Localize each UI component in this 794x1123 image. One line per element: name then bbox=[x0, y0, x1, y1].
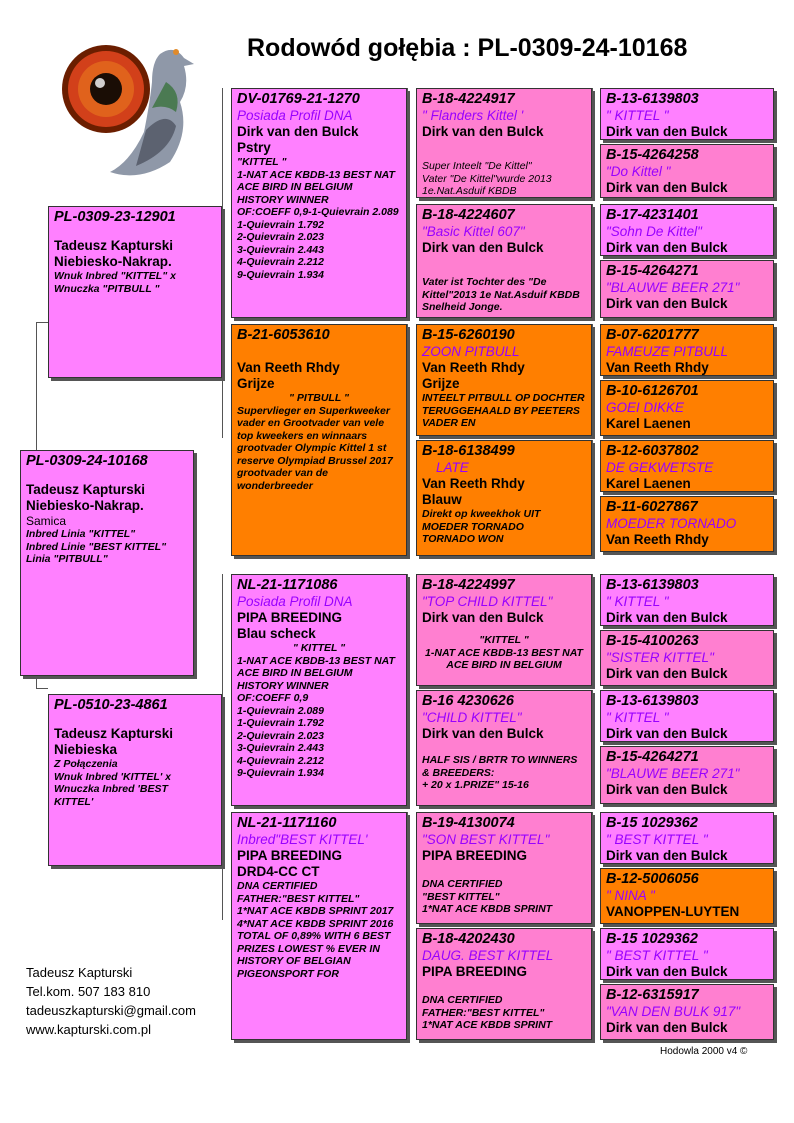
connector-line bbox=[407, 574, 408, 692]
ring-number: B-12-6315917 bbox=[606, 987, 699, 1003]
pigeon-name: "SISTER KITTEL" bbox=[606, 650, 714, 665]
ring-number: B-07-6201777 bbox=[606, 327, 699, 343]
pigeon-name: "BLAUWE BEER 271" bbox=[606, 280, 740, 295]
owner-name: Van Reeth Rhdy bbox=[422, 360, 525, 375]
owner-name: Karel Laenen bbox=[606, 476, 691, 491]
pigeon-name: " Flanders Kittel ' bbox=[422, 108, 524, 123]
owner-name: PIPA BREEDING bbox=[422, 848, 528, 863]
ring-number: B-11-6027867 bbox=[606, 499, 698, 515]
pigeon-name: Posiada Profil DNA bbox=[237, 108, 353, 123]
pigeon-notes: Supervlieger en Superkweeker vader en Grootvader van vele top kweekers en winnaars grootvader Olympic Kittel 1 st reserve Olympiad Brussel 2017 grootvader van de wonderbreeder bbox=[237, 404, 393, 492]
pigeon-name: ZOON PITBULL bbox=[422, 344, 520, 359]
great-grandparent-card[interactable] bbox=[416, 88, 592, 198]
owner-name: PIPA BREEDING bbox=[237, 848, 343, 863]
ring-number: B-18-4224917 bbox=[422, 91, 515, 107]
ring-number: B-15-4264271 bbox=[606, 749, 699, 765]
pigeon-notes: "KITTEL " 1-NAT ACE KBDB-13 BEST NAT ACE BIRD IN BELGIUM HISTORY WINNER OF:COEFF 0,9-1-Quievrain 2.089 1-Quievrain 1.792 2-Quievrain 2.023 3-Quievrain 2.443 4-Quievrain 2.212 9-Quievrain 1.934 bbox=[237, 156, 399, 281]
pigeon-name: " NINA " bbox=[606, 888, 655, 903]
gg-grandparent-card[interactable] bbox=[600, 574, 774, 626]
ring-number: B-16 4230626 bbox=[422, 693, 514, 709]
pigeon-name: " BEST KITTEL " bbox=[606, 832, 708, 847]
ring-number: B-18-4224607 bbox=[422, 207, 515, 223]
gg-grandparent-card[interactable] bbox=[600, 440, 774, 492]
owner-name: Karel Laenen bbox=[606, 416, 691, 431]
owner-name: Dirk van den Bulck bbox=[606, 180, 728, 195]
pigeon-name: "BLAUWE BEER 271" bbox=[606, 766, 740, 781]
gg-grandparent-card[interactable] bbox=[600, 630, 774, 686]
pigeon-notes: DNA CERTIFIED FATHER:"BEST KITTEL" 1*NAT ACE KBDB SPRINT bbox=[422, 994, 553, 1031]
great-grandparent-card[interactable] bbox=[416, 574, 592, 686]
pigeon-name: "Sohn De Kittel" bbox=[606, 224, 702, 239]
ring-number: NL-21-1171086 bbox=[237, 577, 338, 593]
connector-line bbox=[592, 88, 593, 144]
ring-number: PL-0510-23-4861 bbox=[54, 697, 168, 713]
pigeon-color: Blau scheck bbox=[237, 626, 316, 641]
connector-line bbox=[222, 88, 223, 438]
pigeon-name: " BEST KITTEL " bbox=[606, 948, 708, 963]
owner-name: Tadeusz Kapturski bbox=[54, 238, 174, 253]
contact-block bbox=[26, 963, 196, 1039]
pigeon-notes: Super Inteelt "De Kittel" Vater "De Kittel"wurde 2013 1e.Nat.Asduif KBDB bbox=[422, 160, 552, 197]
pigeon-notes: Vater ist Tochter des "De Kittel"2013 1e Nat.Asduif KBDB Snelheid Jonge. bbox=[422, 276, 580, 313]
gg-grandparent-card[interactable] bbox=[600, 928, 774, 980]
ring-number: B-18-4202430 bbox=[422, 931, 515, 947]
contact-name: Tadeusz Kapturski bbox=[26, 965, 133, 980]
pigeon-name: " KITTEL " bbox=[606, 594, 669, 609]
pigeon-nickname: " KITTEL " bbox=[292, 642, 346, 654]
owner-name: Dirk van den Bulck bbox=[606, 848, 728, 863]
great-grandparent-card[interactable] bbox=[416, 204, 592, 318]
gg-grandparent-card[interactable] bbox=[600, 496, 774, 552]
owner-name: Van Reeth Rhdy bbox=[237, 360, 340, 375]
pigeon-notes: Wnuk Inbred "KITTEL" x Wnuczka "PITBULL " bbox=[54, 270, 176, 295]
owner-name: Dirk van den Bulck bbox=[422, 610, 544, 625]
pigeon-color: Niebiesko-Nakrap. bbox=[26, 498, 144, 513]
pigeon-notes: DNA CERTIFIED FATHER:"BEST KITTEL" 1*NAT ACE KBDB SPRINT 2017 4*NAT ACE KBDB SPRINT 2016 TOTAL OF 0,89% WITH 6 BEST PRIZES LOWEST % EVER IN HISTORY OF BELGIAN PIGEONSPORT FOR bbox=[237, 880, 394, 980]
connector-line bbox=[222, 574, 223, 920]
gg-grandparent-card[interactable] bbox=[600, 324, 774, 376]
connector-line bbox=[592, 324, 593, 380]
owner-name: Dirk van den Bulck bbox=[237, 124, 359, 139]
ring-number: PL-0309-23-12901 bbox=[54, 209, 176, 225]
pigeon-name: " KITTEL " bbox=[606, 108, 669, 123]
great-grandparent-card[interactable] bbox=[416, 440, 592, 556]
ring-number: B-15-4100263 bbox=[606, 633, 699, 649]
ring-number: B-15 1029362 bbox=[606, 931, 698, 947]
pigeon-color: Grijze bbox=[422, 376, 460, 391]
pigeon-color: Grijze bbox=[237, 376, 275, 391]
owner-name: Dirk van den Bulck bbox=[606, 124, 728, 139]
page-title: Rodowód gołębia : PL-0309-24-10168 bbox=[247, 34, 688, 62]
pigeon-name: "SON BEST KITTEL" bbox=[422, 832, 550, 847]
connector-line bbox=[592, 812, 593, 868]
owner-name: Van Reeth Rhdy bbox=[606, 532, 709, 547]
great-grandparent-card[interactable] bbox=[416, 324, 592, 436]
ring-number: B-10-6126701 bbox=[606, 383, 699, 399]
gg-grandparent-card[interactable] bbox=[600, 380, 774, 436]
ring-number: B-12-5006056 bbox=[606, 871, 699, 887]
gg-grandparent-card[interactable] bbox=[600, 746, 774, 804]
main-pigeon-card[interactable] bbox=[20, 450, 194, 676]
ring-number: B-15-4264271 bbox=[606, 263, 699, 279]
connector-line bbox=[592, 574, 593, 630]
pigeon-notes: INTEELT PITBULL OP DOCHTER TERUGGEHAALD BY PEETERS VADER EN bbox=[422, 392, 585, 429]
pigeon-name: "TOP CHILD KITTEL" bbox=[422, 594, 553, 609]
ring-number: DV-01769-21-1270 bbox=[237, 91, 360, 107]
connector-line bbox=[407, 812, 408, 930]
gg-grandparent-card[interactable] bbox=[600, 690, 774, 742]
ring-number: PL-0309-24-10168 bbox=[26, 453, 148, 469]
pigeon-color: DRD4-CC CT bbox=[237, 864, 320, 879]
pigeon-name: MOEDER TORNADO bbox=[606, 516, 737, 531]
gg-grandparent-card[interactable] bbox=[600, 812, 774, 864]
owner-name: Tadeusz Kapturski bbox=[26, 482, 146, 497]
owner-name: Dirk van den Bulck bbox=[606, 726, 728, 741]
pigeon-name: "CHILD KITTEL" bbox=[422, 710, 522, 725]
connector-line bbox=[592, 204, 593, 260]
contact-phone: Tel.kom. 507 183 810 bbox=[26, 984, 151, 999]
pigeon-name: Inbred"BEST KITTEL' bbox=[237, 832, 368, 847]
ring-number: B-18-6138499 bbox=[422, 443, 515, 459]
owner-name: Dirk van den Bulck bbox=[606, 610, 728, 625]
pigeon-color: Niebieska bbox=[54, 742, 118, 757]
pigeon-name: Posiada Profil DNA bbox=[237, 594, 353, 609]
owner-name: Dirk van den Bulck bbox=[422, 124, 544, 139]
pigeon-name: "Do Kittel " bbox=[606, 164, 671, 179]
footer-version: Hodowla 2000 v4 © bbox=[660, 1046, 748, 1057]
contact-email[interactable]: tadeuszkapturski@gmail.com bbox=[26, 1003, 196, 1018]
gg-grandparent-card[interactable] bbox=[600, 144, 774, 198]
ring-number: B-13-6139803 bbox=[606, 693, 699, 709]
owner-name: Dirk van den Bulck bbox=[422, 726, 544, 741]
pigeon-logo bbox=[48, 34, 198, 184]
grandparent-card[interactable] bbox=[231, 812, 407, 1040]
owner-name: Van Reeth Rhdy bbox=[422, 476, 525, 491]
owner-name: Dirk van den Bulck bbox=[606, 240, 728, 255]
owner-name: Dirk van den Bulck bbox=[606, 1020, 728, 1035]
owner-name: PIPA BREEDING bbox=[422, 964, 528, 979]
gg-grandparent-card[interactable] bbox=[600, 260, 774, 318]
pigeon-notes: Z Połączenia Wnuk Inbred 'KITTEL' x Wnuczka Inbred 'BEST KITTEL' bbox=[54, 758, 171, 808]
father-card[interactable] bbox=[48, 206, 222, 378]
great-grandparent-card[interactable] bbox=[416, 928, 592, 1040]
gg-grandparent-card[interactable] bbox=[600, 88, 774, 140]
pigeon-name: " KITTEL " bbox=[606, 710, 669, 725]
owner-name: Dirk van den Bulck bbox=[422, 240, 544, 255]
owner-name: PIPA BREEDING bbox=[237, 610, 343, 625]
connector-line bbox=[407, 324, 408, 442]
ring-number: B-15 1029362 bbox=[606, 815, 698, 831]
owner-name: Van Reeth Rhdy bbox=[606, 360, 709, 375]
pigeon-notes: Direkt op kweekhok UIT MOEDER TORNADO TORNADO WON bbox=[422, 508, 541, 545]
gg-grandparent-card[interactable] bbox=[600, 984, 774, 1040]
pigeon-color: Pstry bbox=[237, 140, 271, 155]
grandparent-card[interactable] bbox=[231, 88, 407, 318]
ring-number: B-13-6139803 bbox=[606, 577, 699, 593]
gg-grandparent-card[interactable] bbox=[600, 868, 774, 924]
pigeon-name: LATE bbox=[436, 460, 469, 475]
mother-card[interactable] bbox=[48, 694, 222, 866]
ring-number: B-21-6053610 bbox=[237, 327, 330, 343]
ring-number: B-13-6139803 bbox=[606, 91, 699, 107]
pigeon-name: DE GEKWETSTE bbox=[606, 460, 714, 475]
pigeon-notes: HALF SIS / BRTR TO WINNERS & BREEDERS: + 20 x 1.PRIZE" 15-16 bbox=[422, 754, 578, 791]
gg-grandparent-card[interactable] bbox=[600, 204, 774, 256]
pigeon-name: "VAN DEN BULK 917" bbox=[606, 1004, 741, 1019]
pigeon-name: GOEI DIKKE bbox=[606, 400, 685, 415]
pigeon-name bbox=[237, 344, 401, 360]
pigeon-notes: 1-NAT ACE KBDB-13 BEST NAT ACE BIRD IN BELGIUM HISTORY WINNER OF:COEFF 0,9 1-Quievrain 2.089 1-Quievrain 1.792 2-Quievrain 2.023 3-Quievrain 2.443 4-Quievrain 2.212 9-Quievrain 1.934 bbox=[237, 654, 395, 779]
great-grandparent-card[interactable] bbox=[416, 812, 592, 924]
connector-line bbox=[592, 690, 593, 746]
owner-name: Dirk van den Bulck bbox=[606, 666, 728, 681]
pigeon-notes: DNA CERTIFIED "BEST KITTEL" 1*NAT ACE KBDB SPRINT bbox=[422, 878, 553, 915]
pigeon-name: DAUG. BEST KITTEL bbox=[422, 948, 554, 963]
great-grandparent-card[interactable] bbox=[416, 690, 592, 806]
ring-number: B-12-6037802 bbox=[606, 443, 699, 459]
owner-name: Dirk van den Bulck bbox=[606, 296, 728, 311]
pigeon-color: Niebiesko-Nakrap. bbox=[54, 254, 172, 269]
pigeon-notes: Inbred Linia "KITTEL" Inbred Linie "BEST KITTEL" Linia "PITBULL" bbox=[26, 528, 167, 565]
grandparent-card[interactable] bbox=[231, 324, 407, 556]
ring-number: B-17-4231401 bbox=[606, 207, 699, 223]
grandparent-card[interactable] bbox=[231, 574, 407, 806]
pigeon-color: Blauw bbox=[422, 492, 462, 507]
ring-number: B-18-4224997 bbox=[422, 577, 515, 593]
ring-number: B-19-4130074 bbox=[422, 815, 515, 831]
owner-name: VANOPPEN-LUYTEN bbox=[606, 904, 740, 919]
connector-line bbox=[407, 88, 408, 206]
ring-number: B-15-4264258 bbox=[606, 147, 699, 163]
owner-name: Tadeusz Kapturski bbox=[54, 726, 174, 741]
owner-name: Dirk van den Bulck bbox=[606, 964, 728, 979]
owner-name: Dirk van den Bulck bbox=[606, 782, 728, 797]
ring-number: NL-21-1171160 bbox=[237, 815, 337, 831]
pigeon-sex: Samica bbox=[26, 514, 67, 528]
pigeon-notes: "KITTEL " 1-NAT ACE KBDB-13 BEST NAT ACE BIRD IN BELGIUM bbox=[425, 634, 583, 671]
connector-line bbox=[592, 440, 593, 496]
pigeon-name: FAMEUZE PITBULL bbox=[606, 344, 729, 359]
pigeon-name: "Basic Kittel 607" bbox=[422, 224, 525, 239]
connector-line bbox=[36, 322, 48, 323]
contact-website[interactable]: www.kapturski.com.pl bbox=[26, 1022, 151, 1037]
ring-number: B-15-6260190 bbox=[422, 327, 515, 343]
pigeon-nickname: " PITBULL " bbox=[289, 392, 349, 404]
connector-line bbox=[36, 688, 48, 689]
connector-line bbox=[592, 928, 593, 984]
